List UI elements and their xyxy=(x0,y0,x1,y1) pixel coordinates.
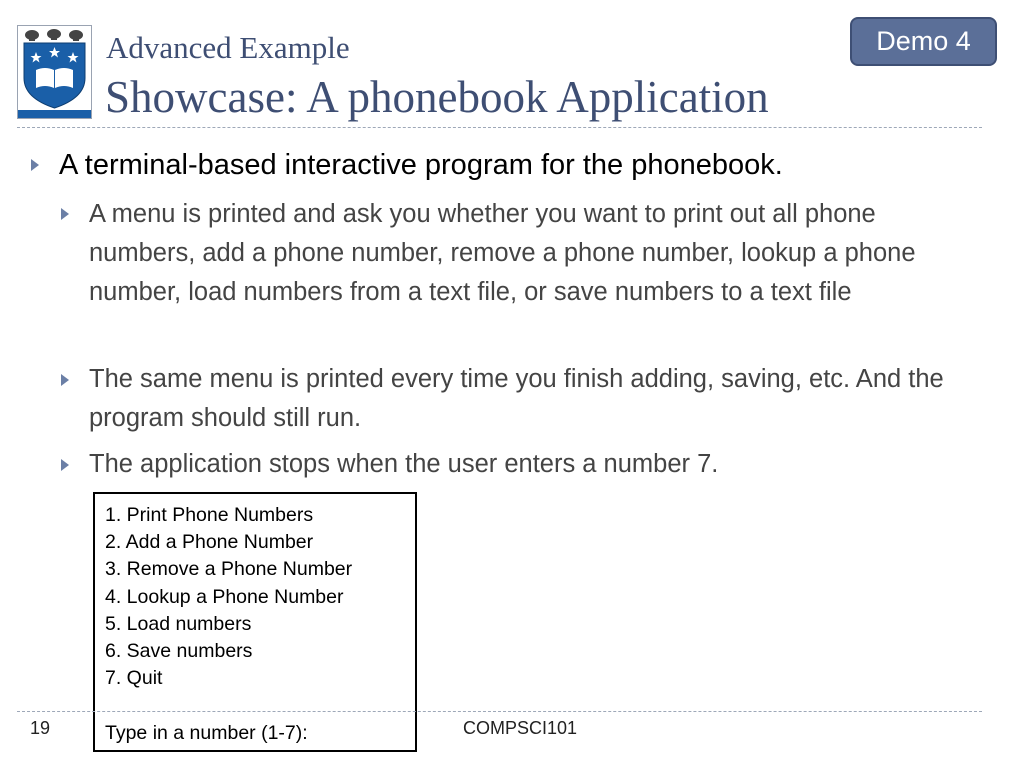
bullet-arrow-icon xyxy=(61,459,69,471)
menu-item: 6. Save numbers xyxy=(105,639,253,662)
footer-course: COMPSCI101 xyxy=(463,718,578,738)
sub-bullet-stop-condition: The application stops when the user enters a number 7. xyxy=(89,450,719,478)
sub-bullet-menu-description: A menu is printed and ask you whether you want to print out all phone numbers, add a phone number, remove a phone number, lookup a phone number, load numbers from a text file, or save numbers to a text file xyxy=(89,200,916,306)
university-logo xyxy=(17,25,92,119)
header-divider xyxy=(17,127,982,128)
page-number: 19 xyxy=(30,718,51,738)
bullet-arrow-icon xyxy=(31,159,39,171)
menu-item: 7. Quit xyxy=(105,667,163,690)
menu-item: 2. Add a Phone Number xyxy=(105,531,314,554)
demo-badge: Demo 4 xyxy=(850,17,997,66)
footer-divider xyxy=(17,711,982,712)
bullet-arrow-icon xyxy=(61,374,69,386)
bullet-arrow-icon xyxy=(61,208,69,220)
main-bullet: A terminal-based interactive program for the phonebook. xyxy=(59,149,783,181)
menu-item: 4. Lookup a Phone Number xyxy=(105,585,344,608)
menu-item: 1. Print Phone Numbers xyxy=(105,504,314,526)
menu-item: 3. Remove a Phone Number xyxy=(105,558,353,581)
university-crest-icon xyxy=(18,26,91,118)
terminal-menu-box xyxy=(93,492,417,752)
sub-bullet-menu-repeat: The same menu is printed every time you finish adding, saving, etc. And the program should still run. xyxy=(89,365,944,432)
menu-prompt: Type in a number (1-7): xyxy=(105,721,308,744)
menu-item: 5. Load numbers xyxy=(105,612,252,635)
menu-spacer xyxy=(105,692,415,719)
slide-title: Showcase: A phonebook Application xyxy=(105,72,769,122)
slide-subtitle: Advanced Example xyxy=(106,30,350,65)
